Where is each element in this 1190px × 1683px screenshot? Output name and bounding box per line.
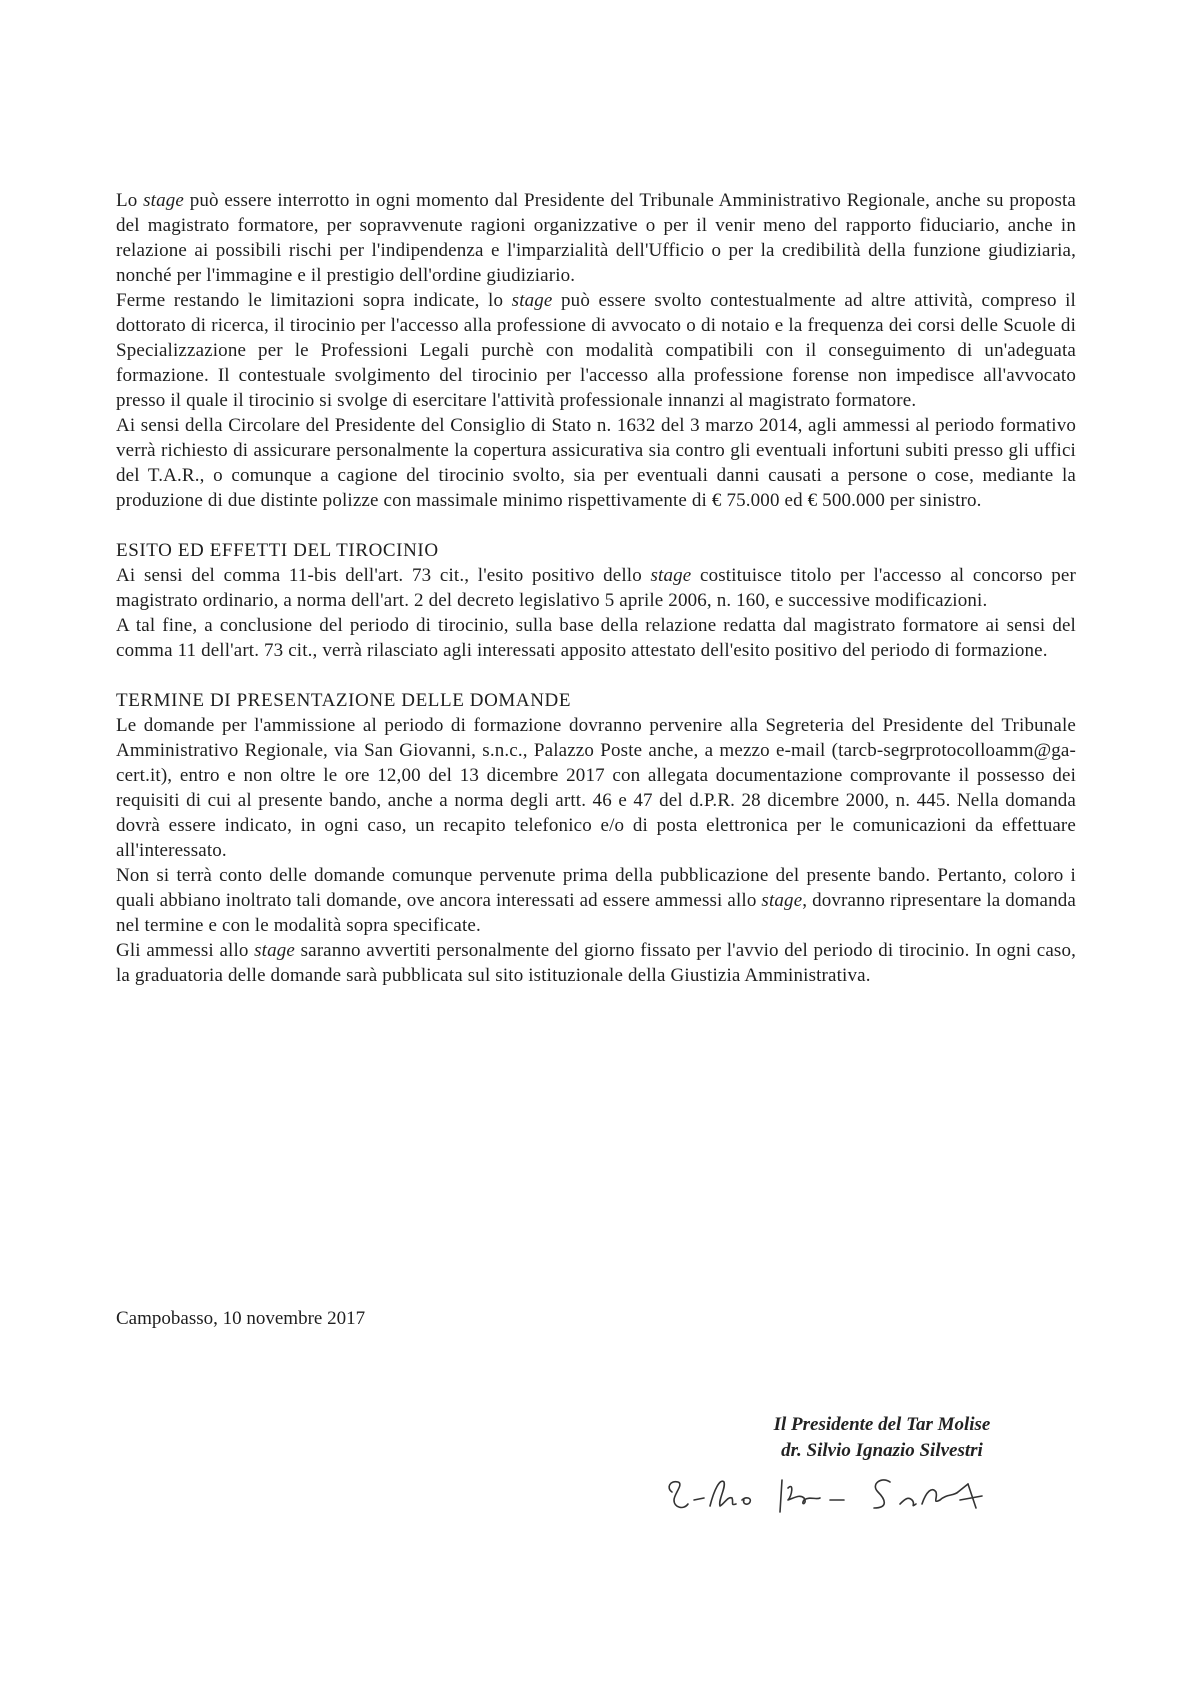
handwritten-signature — [664, 1470, 1044, 1530]
heading-termine-presentazione: TERMINE DI PRESENTAZIONE DELLE DOMANDE — [116, 690, 572, 711]
paragraph-domande: Le domande per l'ammissione al periodo di formazione dovranno pervenire alla Segreteria del Presidente del Tribunale Amministrativo Regionale, via San Giovanni, s.n.c., Palazzo Poste anche, a mezzo e-mail (tarcb-segrprotocolloamm@ga-cert.it), entro e non oltre le ore 12,00 del 13 dicembre 2017 con allegata documentazione comprovante il possesso dei requisiti di cui al presente bando, anche a norma degli artt. 46 e 47 del d.P.R. 28 dicembre 2000, n. 445. Nella domanda dovrà essere indicato, in ogni caso, un recapito telefonico e/o di posta elettronica per le comunicazioni da effettuare all'interessato. — [116, 715, 1076, 861]
signatory-name: dr. Silvio Ignazio Silvestri — [781, 1440, 983, 1461]
paragraph-insurance: Ai sensi della Circolare del Presidente del Consiglio di Stato n. 1632 del 3 marzo 2014, agli ammessi al periodo formativo verrà richiesto di assicurare personalmente la copertura assicurativa sia contro gli eventuali infortuni subiti presso gli uffici del T.A.R., o comunque a cagione del tirocinio svolto, sia per eventuali danni causati a persone o cose, mediante la produzione di due distinte polizze con massimale minimo rispettivamente di € 75.000 ed € 500.000 per sinistro. — [116, 415, 1076, 511]
signature-block — [732, 1412, 1032, 1464]
paragraph-concurrent-activities: Ferme restando le limitazioni sopra indicate, lo stage può essere svolto contestualmente ad altre attività, compreso il dottorato di ricerca, il tirocinio per l'accesso alla professione di avvocato o di notaio e la frequenza dei corsi delle Scuole di Specializzazione per le Professioni Legali purchè con modalità compatibili con il conseguimento di un'adeguata formazione. Il contestuale svolgimento del tirocinio per l'accesso alla professione forense non impedisce all'avvocato presso il quale il tirocinio si svolge di esercitare l'attività professionale innanzi al magistrato formatore. — [116, 290, 1076, 411]
paragraph-graduatoria: Gli ammessi allo stage saranno avvertiti personalmente del giorno fissato per l'avvio del periodo di tirocinio. In ogni caso, la graduatoria delle domande sarà pubblicata sul sito istituzionale della Giustizia Amministrativa. — [116, 940, 1076, 986]
signatory-title: Il Presidente del Tar Molise — [773, 1414, 991, 1435]
document-body — [116, 188, 1076, 988]
paragraph-esito-positivo: Ai sensi del comma 11-bis dell'art. 73 cit., l'esito positivo dello stage costituisce titolo per l'accesso al concorso per magistrato ordinario, a norma dell'art. 2 del decreto legislativo 5 aprile 2006, n. 160, e successive modificazioni. — [116, 565, 1076, 611]
place-date: Campobasso, 10 novembre 2017 — [116, 1308, 366, 1329]
paragraph-domande-precedenti: Non si terrà conto delle domande comunque pervenute prima della pubblicazione del presente bando. Pertanto, coloro i quali abbiano inoltrato tali domande, ove ancora interessati ad essere ammessi allo stage, dovranno ripresentare la domanda nel termine e con le modalità sopra specificate. — [116, 865, 1076, 936]
paragraph-stage-interruption: Lo stage può essere interrotto in ogni momento dal Presidente del Tribunale Amministrativo Regionale, anche su proposta del magistrato formatore, per sopravvenute ragioni organizzative o per il venir meno del rapporto fiduciario, anche in relazione ai possibili rischi per l'indipendenza e l'imparzialità dell'Ufficio o per la credibilità della funzione giudiziaria, nonché per l'immagine e il prestigio dell'ordine giudiziario. — [116, 190, 1076, 286]
paragraph-attestato: A tal fine, a conclusione del periodo di tirocinio, sulla base della relazione redatta dal magistrato formatore ai sensi del comma 11 dell'art. 73 cit., verrà rilasciato agli interessati apposito attestato dell'esito positivo del periodo di formazione. — [116, 615, 1076, 661]
heading-esito-effetti: ESITO ED EFFETTI DEL TIROCINIO — [116, 540, 439, 561]
